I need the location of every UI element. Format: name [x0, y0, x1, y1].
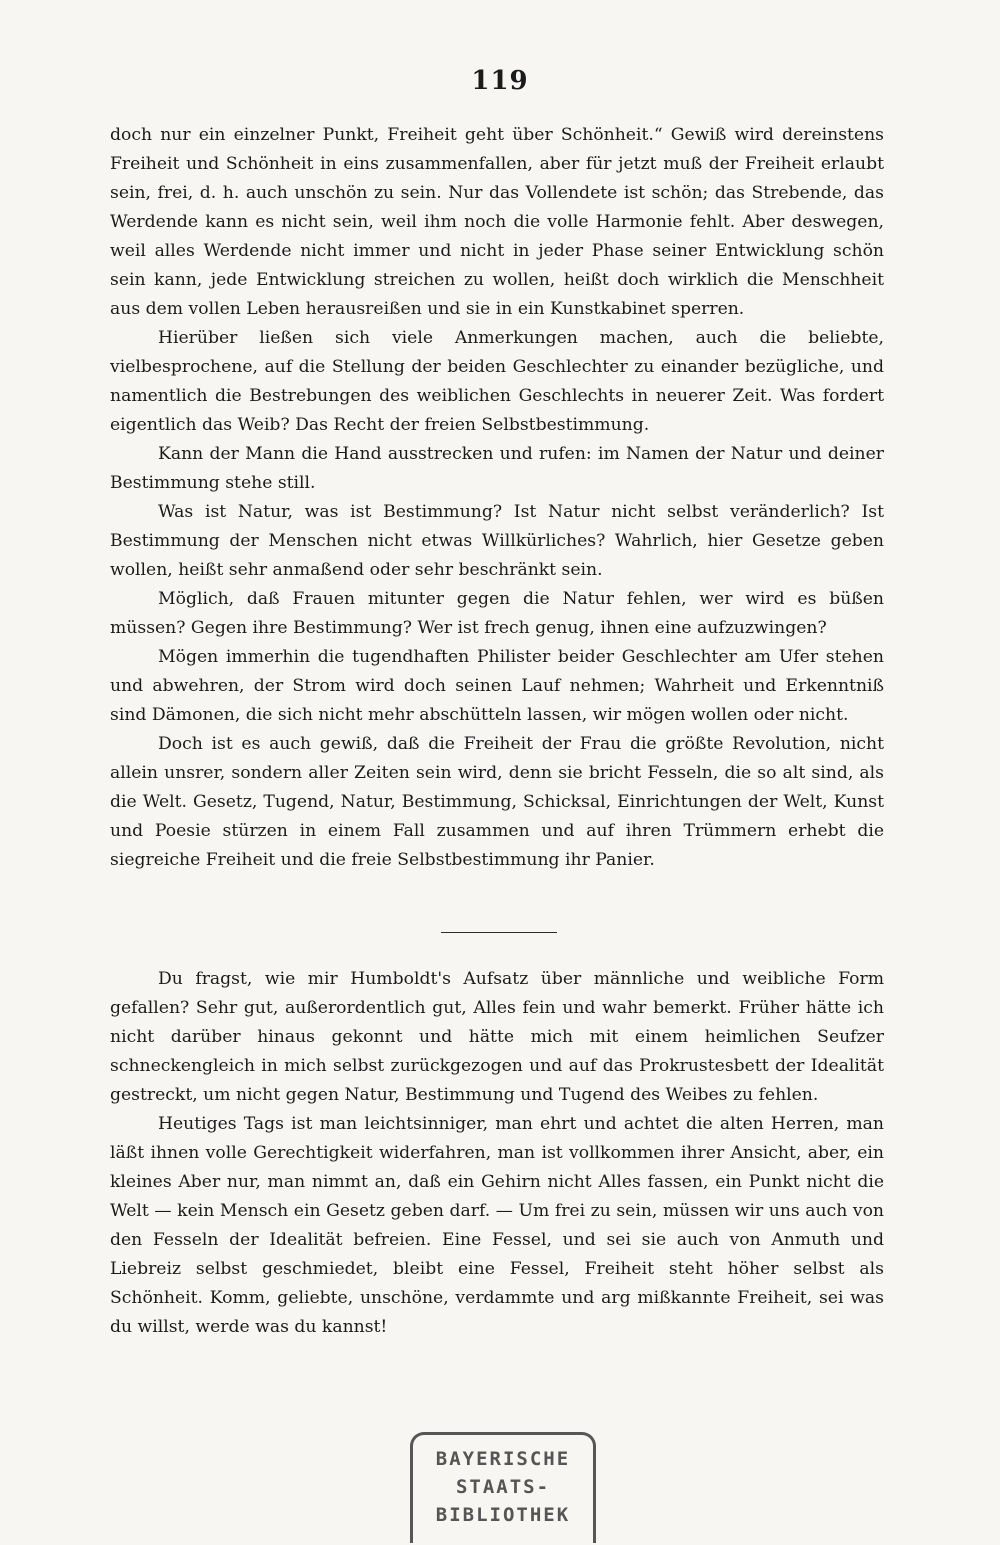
stamp-line: BAYERISCHE — [435, 1448, 571, 1470]
paragraph: Doch ist es auch gewiß, daß die Freiheit der Frau die größte Revolution, nicht allein unsrer, sondern aller Zeiten sein wird, denn sie bricht Fesseln, die so alt sind, als die Welt. Gesetz, Tugend, Natur, Bestimmung, Schicksal, Einrichtungen der Welt, Kunst und Poesie stürzen in einem Fall zusammen und auf ihren Trümmern erhebt die siegreiche Freiheit und die freie Selbstbestimmung ihr Panier. — [110, 734, 884, 870]
stamp-line: BIBLIOTHEK — [435, 1504, 571, 1526]
page-number: 119 — [471, 66, 529, 96]
text-section-2 — [110, 965, 884, 1342]
paragraph: Hierüber ließen sich viele Anmerkungen machen, auch die beliebte, vielbesprochene, auf die Stellung der beiden Geschlechter zu einander bezügliche, und namentlich die Bestrebungen des weiblichen Geschlechts in neuerer Zeit. Was fordert eigentlich das Weib? Das Recht der freien Selbstbestimmung. — [110, 328, 884, 435]
paragraph: Mögen immerhin die tugendhaften Philister beider Geschlechter am Ufer stehen und abwehren, der Strom wird doch seinen Lauf nehmen; Wahrheit und Erkenntniß sind Dämonen, die sich nicht mehr abschütteln lassen, wir mögen wollen oder nicht. — [110, 647, 884, 725]
paragraph: Kann der Mann die Hand ausstrecken und rufen: im Namen der Natur und deiner Bestimmung stehe still. — [110, 444, 884, 493]
library-stamp — [410, 1432, 596, 1543]
paragraph: Möglich, daß Frauen mitunter gegen die Natur fehlen, wer wird es büßen müssen? Gegen ihre Bestimmung? Wer ist frech genug, ihnen eine aufzuzwingen? — [110, 589, 884, 638]
paragraph: Heutiges Tags ist man leichtsinniger, man ehrt und achtet die alten Herren, man läßt ihnen volle Gerechtigkeit widerfahren, man ist vollkommen ihrer Ansicht, aber, ein kleines Aber nur, man nimmt an, daß ein Gehirn nicht Alles fassen, ein Punkt nicht die Welt — kein Mensch ein Gesetz geben darf. — Um frei zu sein, müssen wir uns auch von den Fesseln der Idealität befreien. Eine Fessel, und sei sie auch von Anmuth und Liebreiz selbst geschmiedet, bleibt eine Fessel, Freiheit steht höher selbst als Schönheit. Komm, geliebte, unschöne, verdammte und arg mißkannte Freiheit, sei was du willst, werde was du kannst! — [110, 1114, 884, 1337]
text-section-1 — [110, 121, 884, 875]
paragraph: Du fragst, wie mir Humboldt's Aufsatz über männliche und weibliche Form gefallen? Sehr gut, außerordentlich gut, Alles fein und wahr bemerkt. Früher hätte ich nicht darüber hinaus gekonnt und hätte mich mit einem heimlichen Seufzer schneckengleich in mich selbst zurückgezogen und auf das Prokrustesbett der Idealität gestreckt, um nicht gegen Natur, Bestimmung und Tugend des Weibes zu fehlen. — [110, 969, 884, 1105]
paragraph: Was ist Natur, was ist Bestimmung? Ist Natur nicht selbst veränderlich? Ist Bestimmung der Menschen nicht etwas Willkürliches? Wahrlich, hier Gesetze geben wollen, heißt sehr anmaßend oder sehr beschränkt sein. — [110, 502, 884, 580]
stamp-line: STAATS- — [455, 1476, 551, 1498]
section-divider — [441, 932, 557, 933]
paragraph: doch nur ein einzelner Punkt, Freiheit geht über Schönheit.“ Gewiß wird dereinstens Freiheit und Schönheit in eins zusammenfallen, aber für jetzt muß der Freiheit erlaubt sein, frei, d. h. auch unschön zu sein. Nur das Vollendete ist schön; das Strebende, das Werdende kann es nicht sein, weil ihm noch die volle Harmonie fehlt. Aber deswegen, weil alles Werdende nicht immer und nicht in jeder Phase seiner Entwicklung schön sein kann, jede Entwicklung streichen zu wollen, heißt doch wirklich die Menschheit aus dem vollen Leben herausreißen und sie in ein Kunstkabinet sperren. — [110, 125, 884, 319]
